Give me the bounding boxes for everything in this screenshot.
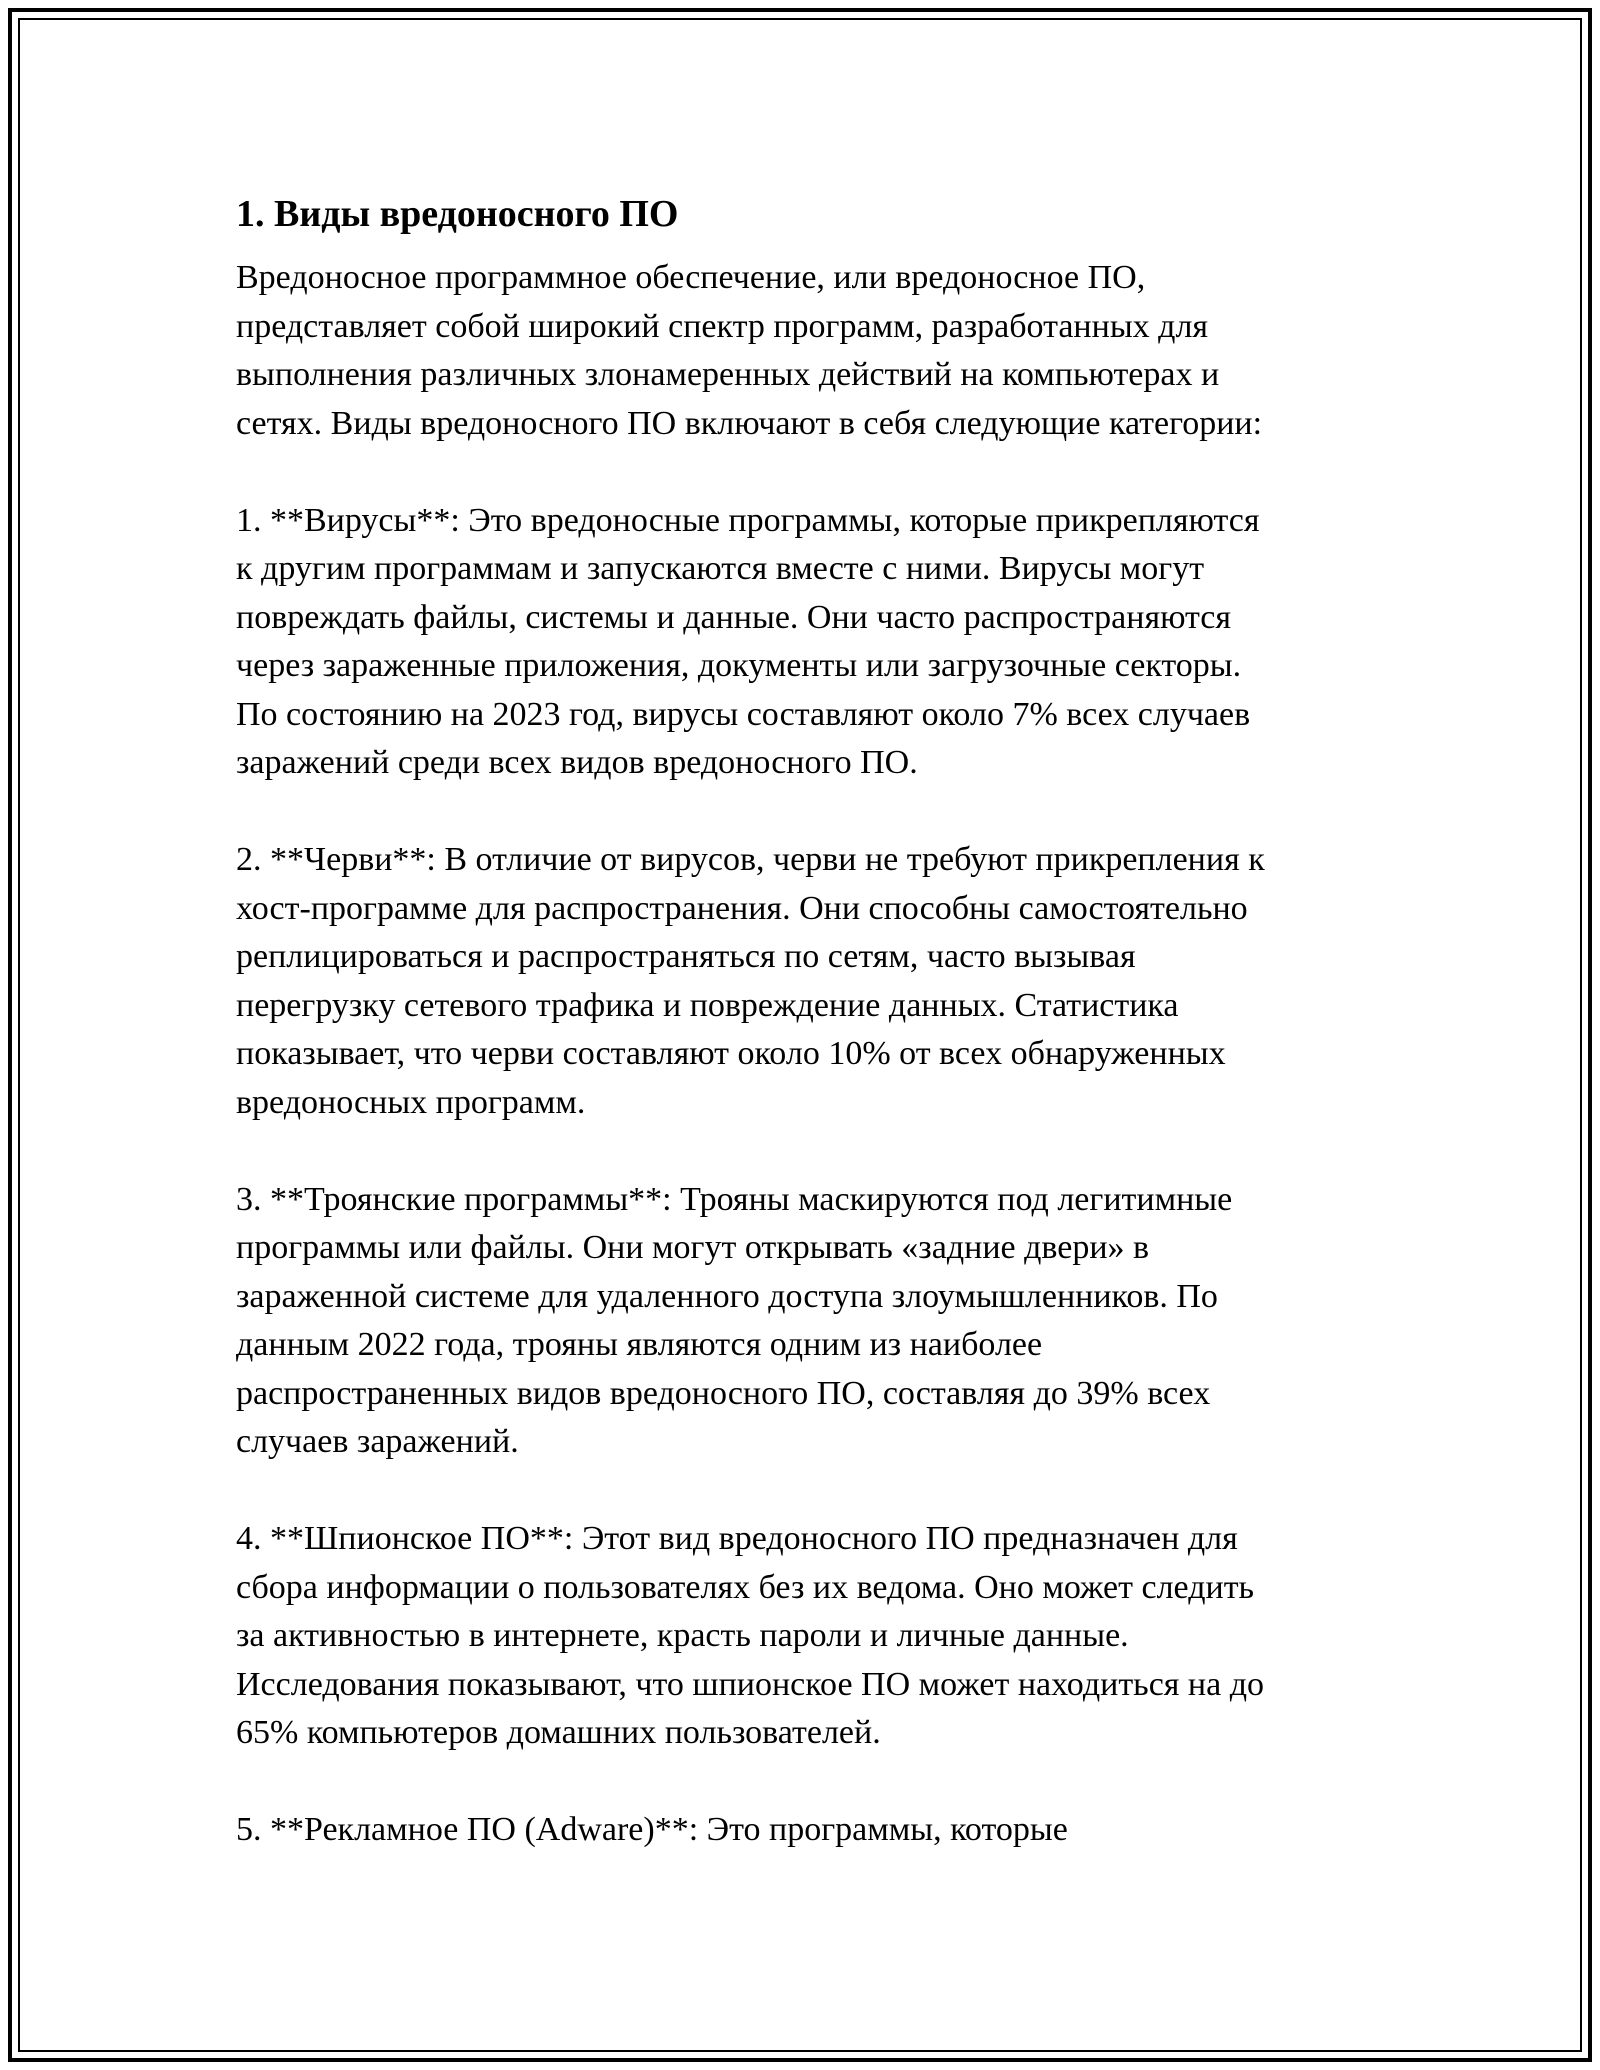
worms-paragraph	[236, 836, 1396, 1127]
paragraph-line: вредоносных программ.	[236, 1083, 586, 1121]
paragraph-line: 2. **Черви**: В отличие от вирусов, черви не требуют прикрепления к	[236, 841, 1265, 878]
paragraph-line: программы или файлы. Они могут открывать «задние двери» в	[236, 1229, 1150, 1266]
paragraph-line: заражений среди всех видов вредоносного ПО.	[236, 744, 918, 781]
paragraph-line: данным 2022 года, трояны являются одним из наиболее	[236, 1326, 1043, 1363]
paragraph-line: перегрузку сетевого трафика и повреждение данных. Статистика	[236, 986, 1179, 1024]
paragraph-line: распространенных видов вредоносного ПО, составляя до 39% всех	[236, 1374, 1211, 1412]
section-heading: 1. Виды вредоносного ПО	[236, 193, 679, 235]
paragraph-line: 4. **Шпионское ПО**: Этот вид вредоносного ПО предназначен для	[236, 1520, 1238, 1557]
viruses-paragraph	[236, 497, 1396, 788]
document-body	[236, 186, 1396, 1903]
paragraph-line: за активностью в интернете, красть пароли и личные данные.	[236, 1617, 1129, 1654]
paragraph-line: повреждать файлы, системы и данные. Они часто распространяются	[236, 598, 1232, 636]
paragraph-line: Вредоносное программное обеспечение, или вредоносное ПО,	[236, 259, 1146, 296]
paragraph-line: 1. **Вирусы**: Это вредоносные программы, которые прикрепляются	[236, 501, 1260, 539]
paragraph-line: представляет собой широкий спектр программ, разработанных для	[236, 307, 1209, 345]
paragraph-line: 65% компьютеров домашних пользователей.	[236, 1714, 881, 1751]
paragraph-line: 3. **Троянские программы**: Трояны маскируются под легитимные	[236, 1180, 1233, 1218]
paragraph-line: выполнения различных злонамеренных действий на компьютерах и	[236, 356, 1220, 393]
paragraph-line: сбора информации о пользователях без их ведома. Оно может следить	[236, 1568, 1255, 1606]
paragraph-line: к другим программам и запускаются вместе с ними. Вирусы могут	[236, 550, 1205, 587]
paragraph-line: зараженной системе для удаленного доступа злоумышленников. По	[236, 1277, 1218, 1315]
paragraph-line: Исследования показывают, что шпионское ПО может находиться на до	[236, 1665, 1265, 1703]
paragraph-line: сетях. Виды вредоносного ПО включают в себя следующие категории:	[236, 404, 1263, 442]
paragraph-line: хост-программе для распространения. Они способны самостоятельно	[236, 889, 1248, 927]
spyware-paragraph	[236, 1515, 1396, 1758]
intro-paragraph	[236, 254, 1396, 448]
paragraph-line: реплицироваться и распространяться по сетям, часто вызывая	[236, 938, 1136, 975]
adware-paragraph	[236, 1806, 1396, 1855]
trojans-paragraph	[236, 1176, 1396, 1467]
paragraph-line: показывает, что черви составляют около 10% от всех обнаруженных	[236, 1035, 1226, 1072]
paragraph-line: через зараженные приложения, документы или загрузочные секторы.	[236, 647, 1242, 684]
paragraph-line: случаев заражений.	[236, 1423, 519, 1460]
paragraph-line: По состоянию на 2023 год, вирусы составляют около 7% всех случаев	[236, 695, 1251, 733]
paragraph-line: 5. **Рекламное ПО (Adware)**: Это программы, которые	[236, 1811, 1068, 1848]
